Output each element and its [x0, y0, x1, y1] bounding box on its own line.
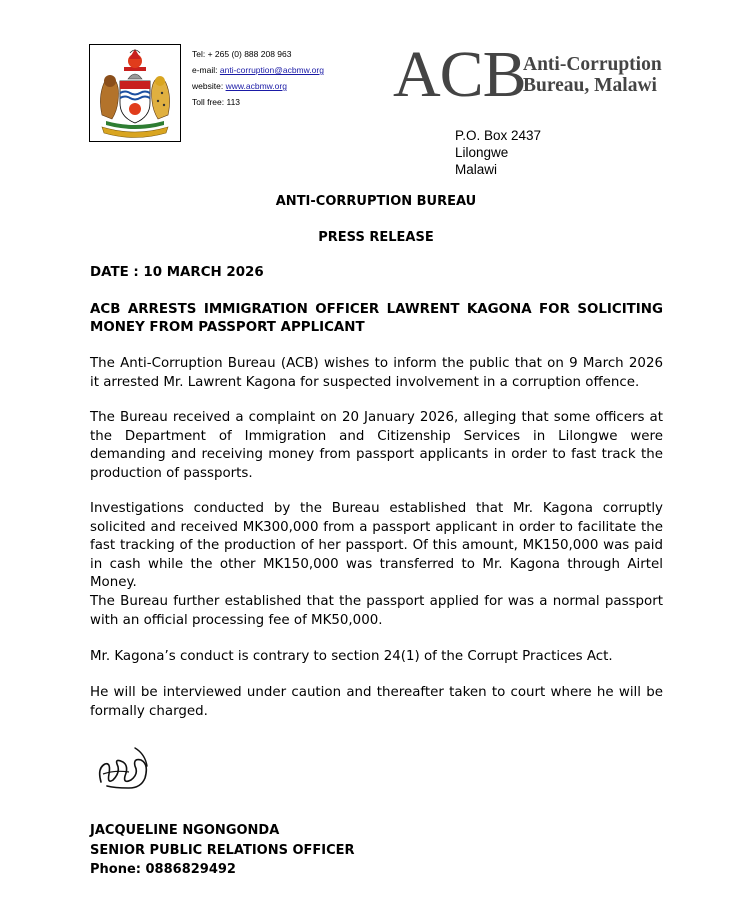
signatory-position: SENIOR PUBLIC RELATIONS OFFICER [90, 842, 355, 858]
acb-name-line2: Bureau, Malawi [523, 75, 657, 96]
malawi-coat-of-arms [89, 44, 181, 142]
paragraph: He will be interviewed under caution and thereafter taken to court where he will be formally charged. [90, 685, 663, 719]
telephone: Tel: + 265 (0) 888 208 963 [192, 49, 292, 59]
organization-heading: ANTI-CORRUPTION BUREAU [275, 194, 477, 209]
acb-name-line1: Anti-Corruption [523, 54, 662, 75]
address-line: Lilongwe [455, 145, 509, 160]
handwritten-signature [95, 744, 155, 798]
signoff-block [90, 821, 355, 880]
email-label: e-mail: [192, 65, 218, 75]
address-line: Malawi [455, 162, 498, 177]
acb-logo-acronym: ACB [393, 38, 526, 111]
release-title: ACB ARRESTS IMMIGRATION OFFICER LAWRENT KAGONA FOR SOLICITING MONEY FROM PASSPORT APPLICANT [90, 302, 663, 335]
address-line: P.O. Box 2437 [455, 128, 542, 143]
press-release-heading: PRESS RELEASE [318, 230, 434, 245]
email-line [192, 62, 324, 78]
website-link[interactable]: www.acbmw.org [225, 81, 287, 91]
signature-icon [95, 744, 155, 794]
paragraph: Investigations conducted by the Bureau established that Mr. Kagona corruptly solicited and received MK300,000 from a passport applicant in order to facilitate the fast tracking of the production of her passport. Of this amount, MK150,000 was paid in cash while the other MK150,000 was transferred to Mr. Kagona through Airtel Money. [90, 501, 663, 591]
website-line [192, 78, 324, 94]
toll-free: Toll free: 113 [192, 97, 241, 107]
email-link[interactable]: anti-corruption@acbmw.org [219, 65, 324, 75]
signatory-name: JACQUELINE NGONGONDA [90, 823, 280, 838]
release-date: DATE : 10 MARCH 2026 [90, 265, 264, 280]
contact-details [192, 46, 324, 110]
website-label: website: [192, 81, 224, 91]
paragraph: Mr. Kagona’s conduct is contrary to section 24(1) of the Corrupt Practices Act. [90, 649, 613, 664]
acb-logo-name [523, 54, 662, 96]
postal-address [455, 127, 541, 178]
paragraph: The Bureau received a complaint on 20 January 2026, alleging that some officers at the Department of Immigration and Citizenship Services in Lilongwe were demanding and receiving money from passport applicants in order to fast track the production of passports. [90, 410, 663, 481]
signatory-phone: Phone: 0886829492 [90, 862, 236, 877]
paragraph: The Anti-Corruption Bureau (ACB) wishes to inform the public that on 9 March 2026 it arrested Mr. Lawrent Kagona for suspected involvement in a corruption offence. [90, 356, 663, 390]
coat-of-arms-icon [90, 45, 180, 141]
paragraph: The Bureau further established that the passport applied for was a normal passport with an official processing fee of MK50,000. [90, 594, 663, 628]
